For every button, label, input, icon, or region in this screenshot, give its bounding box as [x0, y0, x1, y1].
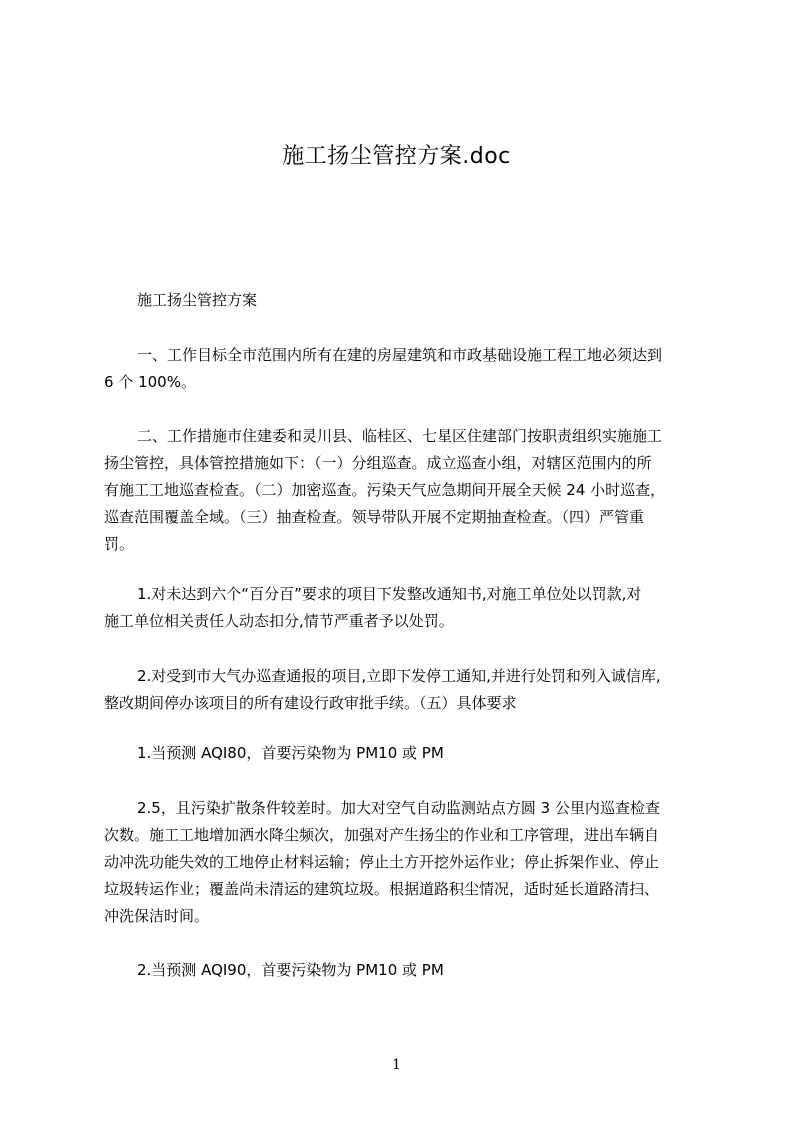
paragraph-line: 2.5，且污染扩散条件较差时。加大对空气自动监测站点方圆 3 公里内巡查检查 [137, 799, 660, 817]
page-number: 1 [392, 1057, 401, 1073]
paragraph-line: 扬尘管控，具体管控措施如下：（一）分组巡查。成立巡查小组，对辖区范围内的所 [104, 454, 652, 472]
paragraph-line: 冲洗保洁时间。 [104, 907, 210, 925]
paragraph-line: 次数。施工工地增加洒水降尘频次，加强对产生扬尘的作业和工序管理，进出车辆自 [104, 826, 660, 844]
paragraph-line: 整改期间停办该项目的所有建设行政审批手续。（五）具体要求 [104, 694, 517, 712]
paragraph-line: 巡查范围覆盖全域。（三）抽查检查。领导带队开展不定期抽查检查。（四）严管重 [104, 508, 645, 526]
paragraph-line: 有施工工地巡查检查。（二）加密巡查。污染天气应急期间开展全天候 24 小时巡查， [104, 481, 666, 499]
paragraph-line: 2.对受到市大气办巡查通报的项目,立即下发停工通知,并进行处罚和列入诚信库, [137, 667, 661, 685]
paragraph-line: 施工单位相关责任人动态扣分,情节严重者予以处罚。 [104, 612, 454, 630]
paragraph-line: 垃圾转运作业；覆盖尚未清运的建筑垃圾。根据道路积尘情况，适时延长道路清扫、 [104, 880, 660, 898]
section-heading: 施工扬尘管控方案 [137, 291, 258, 309]
paragraph-line: 2.当预测 AQI90，首要污染物为 PM10 或 PM [137, 961, 444, 979]
paragraph-line: 二、工作措施市住建委和灵川县、临桂区、七星区住建部门按职责组织实施施工 [137, 427, 663, 445]
document-title: 施工扬尘管控方案.doc [282, 144, 511, 169]
paragraph-line: 一、工作目标全市范围内所有在建的房屋建筑和市政基础设施工程工地必须达到 [137, 346, 663, 364]
paragraph-line: 1.对未达到六个“百分百”要求的项目下发整改通知书,对施工单位处以罚款,对 [137, 585, 642, 603]
paragraph-line: 罚。 [104, 535, 135, 553]
paragraph-line: 6 个 100%。 [104, 373, 196, 391]
paragraph-line: 1.当预测 AQI80，首要污染物为 PM10 或 PM [137, 744, 444, 762]
paragraph-line: 动冲洗功能失效的工地停止材料运输；停止土方开挖外运作业；停止拆架作业、停止 [104, 853, 660, 871]
